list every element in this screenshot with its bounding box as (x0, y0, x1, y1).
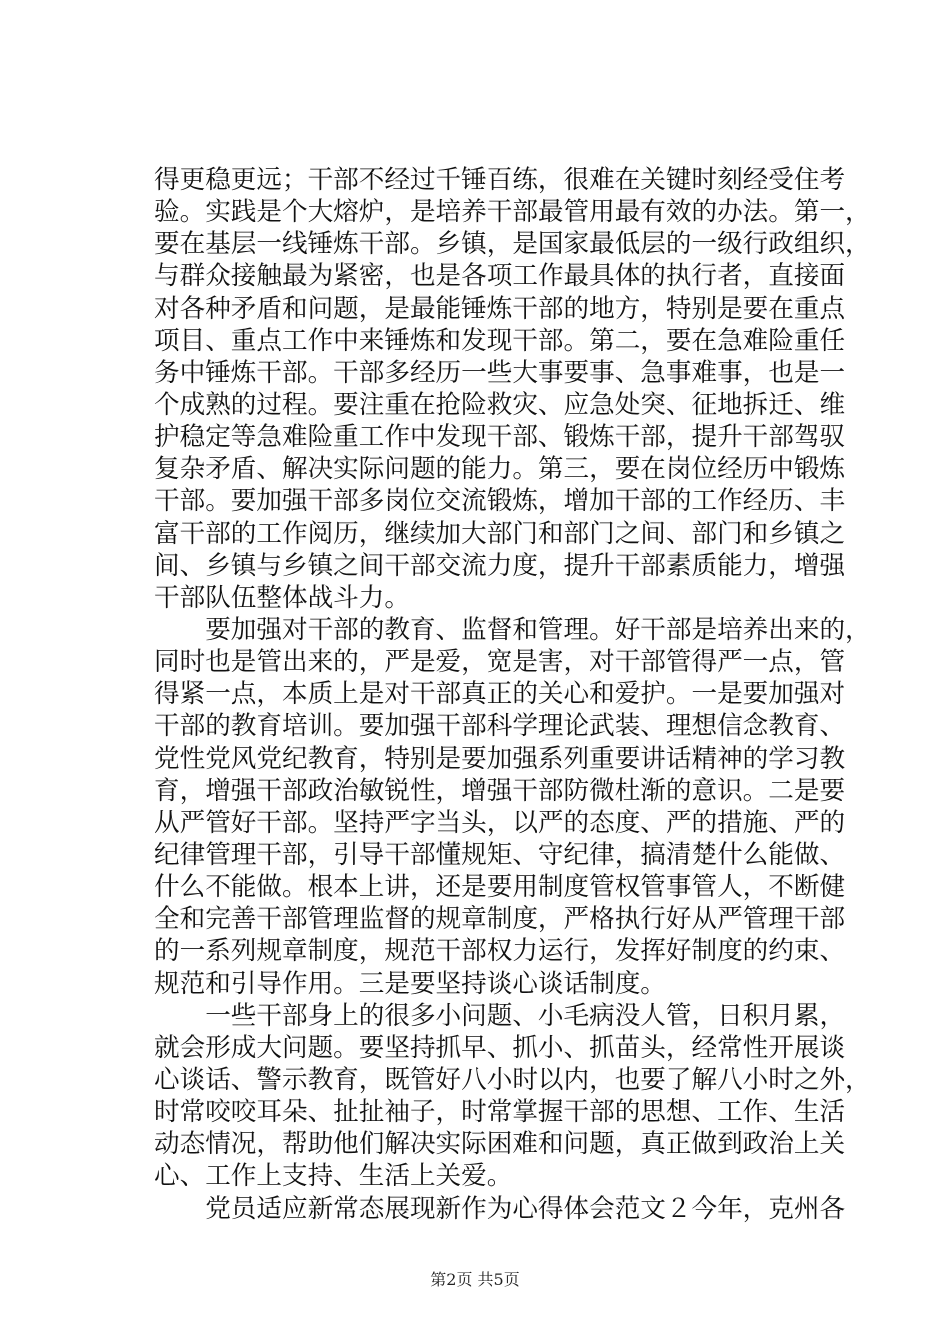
text-line: 育，增强干部政治敏锐性，增强干部防微杜渐的意识。二是要 (154, 775, 846, 806)
text-line: 时常咬咬耳朵、扯扯袖子，时常掌握干部的思想、工作、生活 (154, 1097, 846, 1128)
text-line: 得紧一点，本质上是对干部真正的关心和爱护。一是要加强对 (154, 679, 846, 710)
text-line: 纪律管理干部，引导干部懂规矩、守纪律，搞清楚什么能做、 (154, 839, 846, 870)
text-line: 动态情况，帮助他们解决实际困难和问题，真正做到政治上关 (154, 1129, 846, 1160)
text-line: 护稳定等急难险重工作中发现干部、锻炼干部，提升干部驾驭 (154, 422, 846, 453)
text-line: 务中锤炼干部。干部多经历一些大事要事、急事难事，也是一 (154, 357, 846, 388)
text-line: 心谈话、警示教育，既管好八小时以内，也要了解八小时之外， (154, 1064, 871, 1095)
text-line: 验。实践是个大熔炉，是培养干部最管用最有效的办法。第一， (154, 197, 871, 228)
text-line: 富干部的工作阅历，继续加大部门和部门之间、部门和乡镇之 (154, 518, 846, 549)
text-line: 干部。要加强干部多岗位交流锻炼，增加干部的工作经历、丰 (154, 486, 846, 517)
paragraph (154, 164, 871, 614)
paragraph (154, 1193, 844, 1225)
text-line: 间、乡镇与乡镇之间干部交流力度，提升干部素质能力，增强 (154, 550, 846, 581)
text-line: 就会形成大问题。要坚持抓早、抓小、抓苗头，经常性开展谈 (154, 1032, 846, 1063)
text-line: 全和完善干部管理监督的规章制度，严格执行好从严管理干部 (154, 904, 846, 935)
text-line: 复杂矛盾、解决实际问题的能力。第三，要在岗位经历中锻炼 (154, 454, 846, 485)
text-line: 同时也是管出来的，严是爱，宽是害，对干部管得严一点，管 (154, 647, 846, 678)
text-line: 要加强对干部的教育、监督和管理。好干部是培养出来的， (154, 614, 871, 645)
text-line: 要在基层一线锤炼干部。乡镇，是国家最低层的一级行政组织， (154, 229, 871, 260)
text-line: 得更稳更远；干部不经过千锤百练，很难在关键时刻经受住考 (154, 165, 846, 195)
text-line: 规范和引导作用。三是要坚持谈心谈话制度。 (154, 968, 666, 999)
paragraph (154, 1000, 871, 1193)
text-line: 党员适应新常态展现新作为心得体会范文２今年，克州各 (154, 1193, 846, 1224)
text-line: 干部队伍整体战斗力。 (154, 582, 410, 613)
text-line: 干部的教育培训。要加强干部科学理论武装、理想信念教育、 (154, 711, 846, 742)
page-footer: 第2页 共5页 (430, 1270, 520, 1289)
text-line: 心、工作上支持、生活上关爱。 (154, 1161, 513, 1192)
text-line: 与群众接触最为紧密，也是各项工作最具体的执行者，直接面 (154, 261, 846, 292)
text-line: 项目、重点工作中来锤炼和发现干部。第二，要在急难险重任 (154, 325, 846, 356)
text-line: 对各种矛盾和问题，是最能锤炼干部的地方，特别是要在重点 (154, 293, 846, 324)
text-line: 什么不能做。根本上讲，还是要用制度管权管事管人，不断健 (154, 872, 846, 903)
text-line: 党性党风党纪教育，特别是要加强系列重要讲话精神的学习教 (154, 743, 846, 774)
text-line: 从严管好干部。坚持严字当头，以严的态度、严的措施、严的 (154, 807, 846, 838)
paragraph (154, 614, 871, 1000)
text-line: 一些干部身上的很多小问题、小毛病没人管，日积月累， (154, 1000, 846, 1031)
text-line: 的一系列规章制度，规范干部权力运行，发挥好制度的约束、 (154, 936, 846, 967)
text-line: 个成熟的过程。要注重在抢险救灾、应急处突、征地拆迁、维 (154, 389, 846, 420)
body-text (154, 164, 871, 1225)
